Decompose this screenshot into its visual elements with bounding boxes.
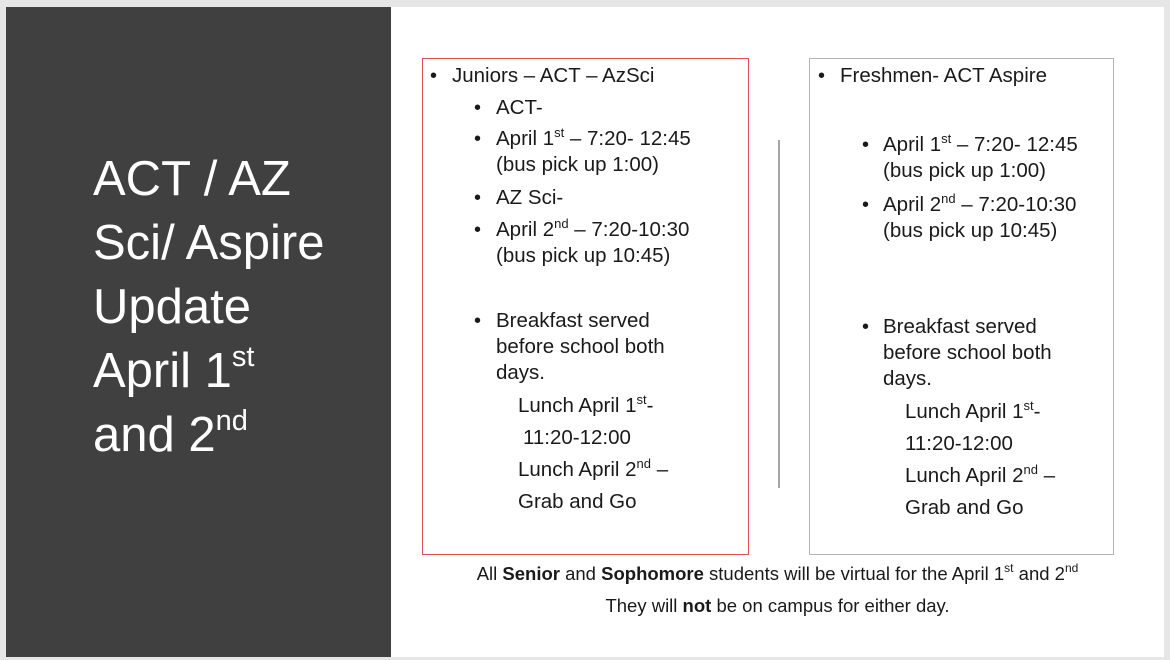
lunch-text: Lunch April 2 (518, 458, 637, 481)
bullet: • (474, 310, 482, 332)
date-text: April 2 (496, 218, 555, 241)
time-text: – 7:20- 12:45 (564, 127, 691, 150)
bullet: • (818, 65, 826, 87)
freshmen-april1-bus: (bus pick up 1:00) (883, 159, 1046, 182)
title-text: and 2 (93, 408, 216, 462)
footer-note (391, 562, 1164, 586)
slide (6, 7, 1164, 657)
freshmen-april1-line (883, 132, 1078, 158)
lunch-text: Lunch April 1 (905, 400, 1024, 423)
date-superscript: st (554, 125, 565, 140)
freshmen-lunch1 (905, 399, 1040, 425)
freshmen-breakfast: days. (883, 367, 932, 390)
freshmen-lunch2 (905, 463, 1055, 489)
juniors-april2-bus: (bus pick up 10:45) (496, 244, 671, 267)
time-text: – 7:20-10:30 (955, 193, 1077, 216)
lunch-suffix: - (646, 394, 654, 417)
footer-superscript: nd (1064, 561, 1079, 575)
juniors-april1-line (496, 126, 691, 152)
bullet: • (474, 219, 482, 241)
bullet: • (862, 134, 870, 156)
title-line: ACT / AZ (93, 152, 291, 206)
date-text: April 1 (883, 133, 942, 156)
time-text: – 7:20-10:30 (568, 218, 690, 241)
bullet: • (862, 316, 870, 338)
juniors-lunch2-detail: Grab and Go (518, 490, 637, 513)
footer-note (391, 594, 1164, 618)
title-line: Sci/ Aspire (93, 216, 325, 270)
juniors-april1-bus: (bus pick up 1:00) (496, 153, 659, 176)
juniors-april2-line (496, 217, 689, 243)
freshmen-lunch1-time: 11:20-12:00 (905, 432, 1013, 455)
juniors-act-label: ACT- (496, 96, 543, 119)
juniors-breakfast: before school both (496, 335, 665, 358)
title-panel (6, 7, 391, 657)
footer-sophomore: Sophomore (601, 563, 704, 584)
title-text: April 1 (93, 344, 232, 398)
freshmen-lunch2-detail: Grab and Go (905, 496, 1024, 519)
time-text: – 7:20- 12:45 (951, 133, 1078, 156)
date-superscript: nd (941, 191, 956, 206)
bullet: • (474, 187, 482, 209)
footer-text: All (476, 563, 503, 584)
lunch-superscript: st (636, 392, 647, 407)
juniors-heading: Juniors – ACT – AzSci (452, 64, 655, 87)
slide-title (93, 147, 383, 467)
freshmen-april2-line (883, 192, 1076, 218)
lunch-superscript: nd (636, 456, 651, 471)
lunch-suffix: - (1033, 400, 1041, 423)
footer-text: be on campus for either day. (711, 595, 950, 616)
freshmen-april2-bus: (bus pick up 10:45) (883, 219, 1058, 242)
lunch-superscript: st (1023, 398, 1034, 413)
footer-text: and 2 (1013, 563, 1065, 584)
lunch-suffix: – (651, 458, 669, 481)
footer-senior: Senior (502, 563, 560, 584)
freshmen-breakfast: Breakfast served (883, 315, 1037, 338)
bullet: • (474, 97, 482, 119)
title-line (93, 339, 383, 403)
footer-not: not (682, 595, 712, 616)
footer-text: students will be virtual for the April 1 (703, 563, 1005, 584)
juniors-breakfast: Breakfast served (496, 309, 650, 332)
lunch-suffix: – (1038, 464, 1056, 487)
footer-text: They will (605, 595, 683, 616)
bullet: • (474, 128, 482, 150)
juniors-lunch2 (518, 457, 668, 483)
juniors-lunch1 (518, 393, 653, 419)
footer-text: and (559, 563, 602, 584)
footer-superscript: st (1004, 561, 1014, 575)
juniors-breakfast: days. (496, 361, 545, 384)
lunch-text: Lunch April 1 (518, 394, 637, 417)
title-line (93, 403, 383, 467)
title-line: Update (93, 280, 252, 334)
title-superscript: nd (215, 405, 248, 437)
juniors-lunch1-time: 11:20-12:00 (523, 426, 631, 449)
title-superscript: st (231, 341, 255, 373)
lunch-text: Lunch April 2 (905, 464, 1024, 487)
bullet: • (862, 194, 870, 216)
date-superscript: nd (554, 216, 569, 231)
date-superscript: st (941, 131, 952, 146)
bullet: • (430, 65, 438, 87)
freshmen-heading: Freshmen- ACT Aspire (840, 64, 1047, 87)
juniors-azsci-label: AZ Sci- (496, 186, 564, 209)
column-divider (778, 140, 780, 488)
freshmen-breakfast: before school both (883, 341, 1052, 364)
date-text: April 2 (883, 193, 942, 216)
date-text: April 1 (496, 127, 555, 150)
lunch-superscript: nd (1023, 462, 1038, 477)
